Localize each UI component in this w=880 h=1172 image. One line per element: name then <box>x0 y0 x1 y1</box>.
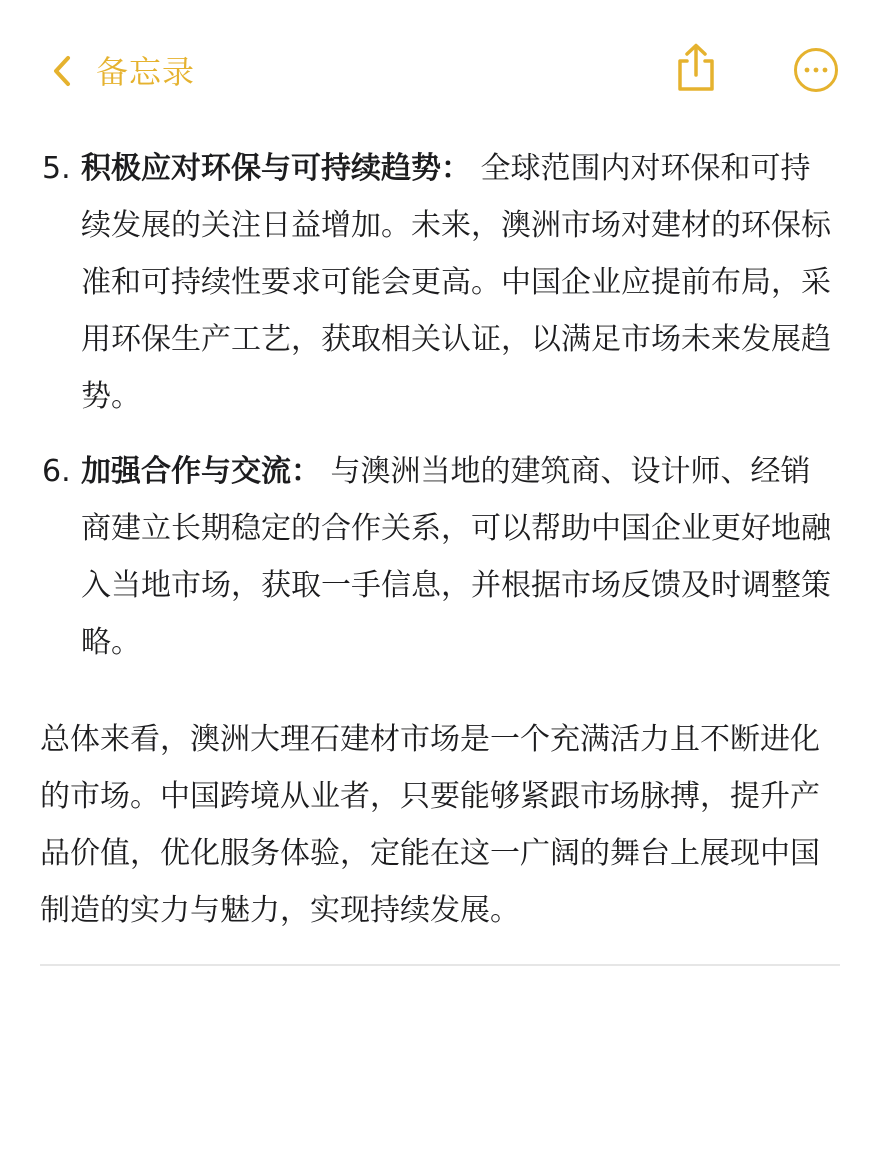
note-content[interactable] <box>40 140 840 939</box>
more-icon <box>793 47 839 93</box>
list-item <box>40 140 840 425</box>
list-heading: 积极应对环保与可持续趋势： <box>81 151 471 186</box>
share-button[interactable] <box>672 42 720 94</box>
list-number: 5. <box>42 151 71 186</box>
more-button[interactable] <box>793 47 839 93</box>
share-icon <box>672 42 720 94</box>
list-text <box>81 140 840 425</box>
back-button[interactable] <box>50 48 195 92</box>
list-body: 与澳洲当地的建筑商、设计师、经销商建立长期稳定的合作关系，可以帮助中国企业更好地融入当地市场，获取一手信息，并根据市场反馈及时调整策略。 <box>81 454 831 660</box>
summary-paragraph: 总体来看，澳洲大理石建材市场是一个充满活力且不断进化的市场。中国跨境从业者，只要能够紧跟市场脉搏，提升产品价值，优化服务体验，定能在这一广阔的舞台上展现中国制造的实力与魅力，实现持续发展。 <box>40 722 820 928</box>
list-text <box>81 443 840 671</box>
navigation-bar <box>0 0 880 140</box>
list-item <box>40 443 840 671</box>
chevron-left-icon <box>50 50 76 90</box>
list-body: 全球范围内对环保和可持续发展的关注日益增加。未来，澳洲市场对建材的环保标准和可持续性要求可能会更高。中国企业应提前布局，采用环保生产工艺，获取相关认证，以满足市场未来发展趋势。 <box>81 151 831 414</box>
back-label: 备忘录 <box>96 53 196 91</box>
list-number: 6. <box>42 454 71 489</box>
list-heading: 加强合作与交流： <box>81 454 321 489</box>
divider <box>40 964 840 966</box>
